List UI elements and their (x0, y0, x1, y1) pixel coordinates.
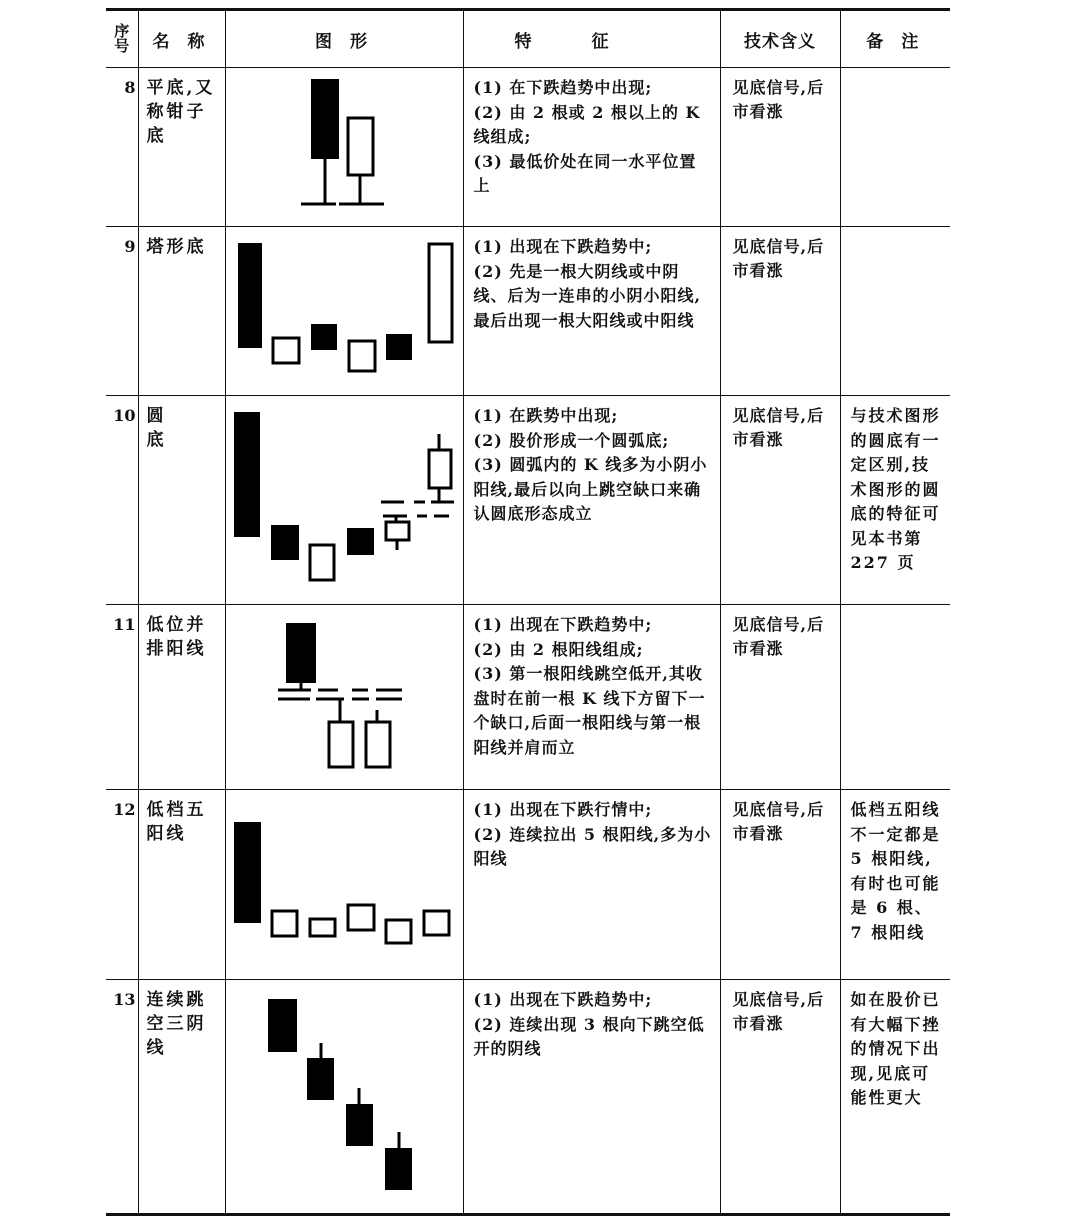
row-tech-meaning: 见底信号,后市看涨 (720, 227, 840, 396)
row-no: 10 (106, 396, 138, 605)
row-remark (840, 605, 950, 790)
row-tech-meaning: 见底信号,后市看涨 (720, 68, 840, 227)
tower-bottom-candlestick-figure (225, 227, 463, 396)
row-features: (1) 出现在下跌趋势中; (2) 由 2 根阳线组成; (3) 第一根阳线跳空低开,其收盘时在前一根 K 线下方留下一个缺口,后面一根阳线与第一根阳线并肩而立 (463, 605, 720, 790)
three-gap-down-black-lines-figure (225, 980, 463, 1215)
table-row (106, 227, 950, 396)
row-remark: 与技术图形的圆底有一定区别,技术图形的圆底的特征可见本书第 227 页 (840, 396, 950, 605)
row-no: 13 (106, 980, 138, 1215)
candlestick-icon (226, 790, 464, 980)
header-tech-meaning: 技术含义 (720, 10, 840, 68)
row-no: 9 (106, 227, 138, 396)
candlestick-icon (226, 605, 464, 790)
table-row (106, 68, 950, 227)
table-row (106, 396, 950, 605)
row-remark (840, 227, 950, 396)
row-name: 低位并排阳线 (138, 605, 225, 790)
table-header-row (106, 10, 950, 68)
row-tech-meaning: 见底信号,后市看涨 (720, 980, 840, 1215)
row-features: (1) 出现在下跌趋势中; (2) 先是一根大阴线或中阴线、后为一连串的小阴小阳线,最后出现一根大阳线或中阳线 (463, 227, 720, 396)
header-feature: 特征 (463, 10, 720, 68)
candlestick-icon (226, 227, 464, 396)
candlestick-pattern-table (106, 8, 950, 1216)
header-remark: 备 注 (840, 10, 950, 68)
row-no: 12 (106, 790, 138, 980)
header-name: 名 称 (138, 10, 225, 68)
row-name: 圆 底 (138, 396, 225, 605)
row-name: 平底,又称钳子底 (138, 68, 225, 227)
low-side-by-side-white-lines-figure (225, 605, 463, 790)
table-row (106, 980, 950, 1215)
row-features: (1) 在跌势中出现; (2) 股价形成一个圆弧底; (3) 圆弧内的 K 线多为小阴小阳线,最后以向上跳空缺口来确认圆底形态成立 (463, 396, 720, 605)
header-serial-no: 序 号 (106, 10, 138, 68)
row-no: 11 (106, 605, 138, 790)
row-no: 8 (106, 68, 138, 227)
table-row (106, 605, 950, 790)
table-row (106, 790, 950, 980)
rounding-bottom-candlestick-figure (225, 396, 463, 605)
row-features: (1) 出现在下跌行情中; (2) 连续拉出 5 根阳线,多为小阳线 (463, 790, 720, 980)
row-name: 低档五阳线 (138, 790, 225, 980)
row-name: 连续跳空三阴线 (138, 980, 225, 1215)
row-name: 塔形底 (138, 227, 225, 396)
row-features: (1) 出现在下跌趋势中; (2) 连续出现 3 根向下跳空低开的阴线 (463, 980, 720, 1215)
low-five-white-lines-figure (225, 790, 463, 980)
candlestick-icon (226, 68, 464, 227)
row-tech-meaning: 见底信号,后市看涨 (720, 605, 840, 790)
candlestick-icon (226, 396, 464, 605)
header-figure: 图 形 (225, 10, 463, 68)
flat-bottom-candlestick-figure (225, 68, 463, 227)
row-features: (1) 在下跌趋势中出现; (2) 由 2 根或 2 根以上的 K 线组成; (3) 最低价处在同一水平位置上 (463, 68, 720, 227)
row-remark: 低档五阳线不一定都是 5 根阳线,有时也可能是 6 根、7 根阳线 (840, 790, 950, 980)
row-remark: 如在股价已有大幅下挫的情况下出现,见底可能性更大 (840, 980, 950, 1215)
row-tech-meaning: 见底信号,后市看涨 (720, 396, 840, 605)
row-remark (840, 68, 950, 227)
row-tech-meaning: 见底信号,后市看涨 (720, 790, 840, 980)
candlestick-icon (226, 980, 464, 1215)
